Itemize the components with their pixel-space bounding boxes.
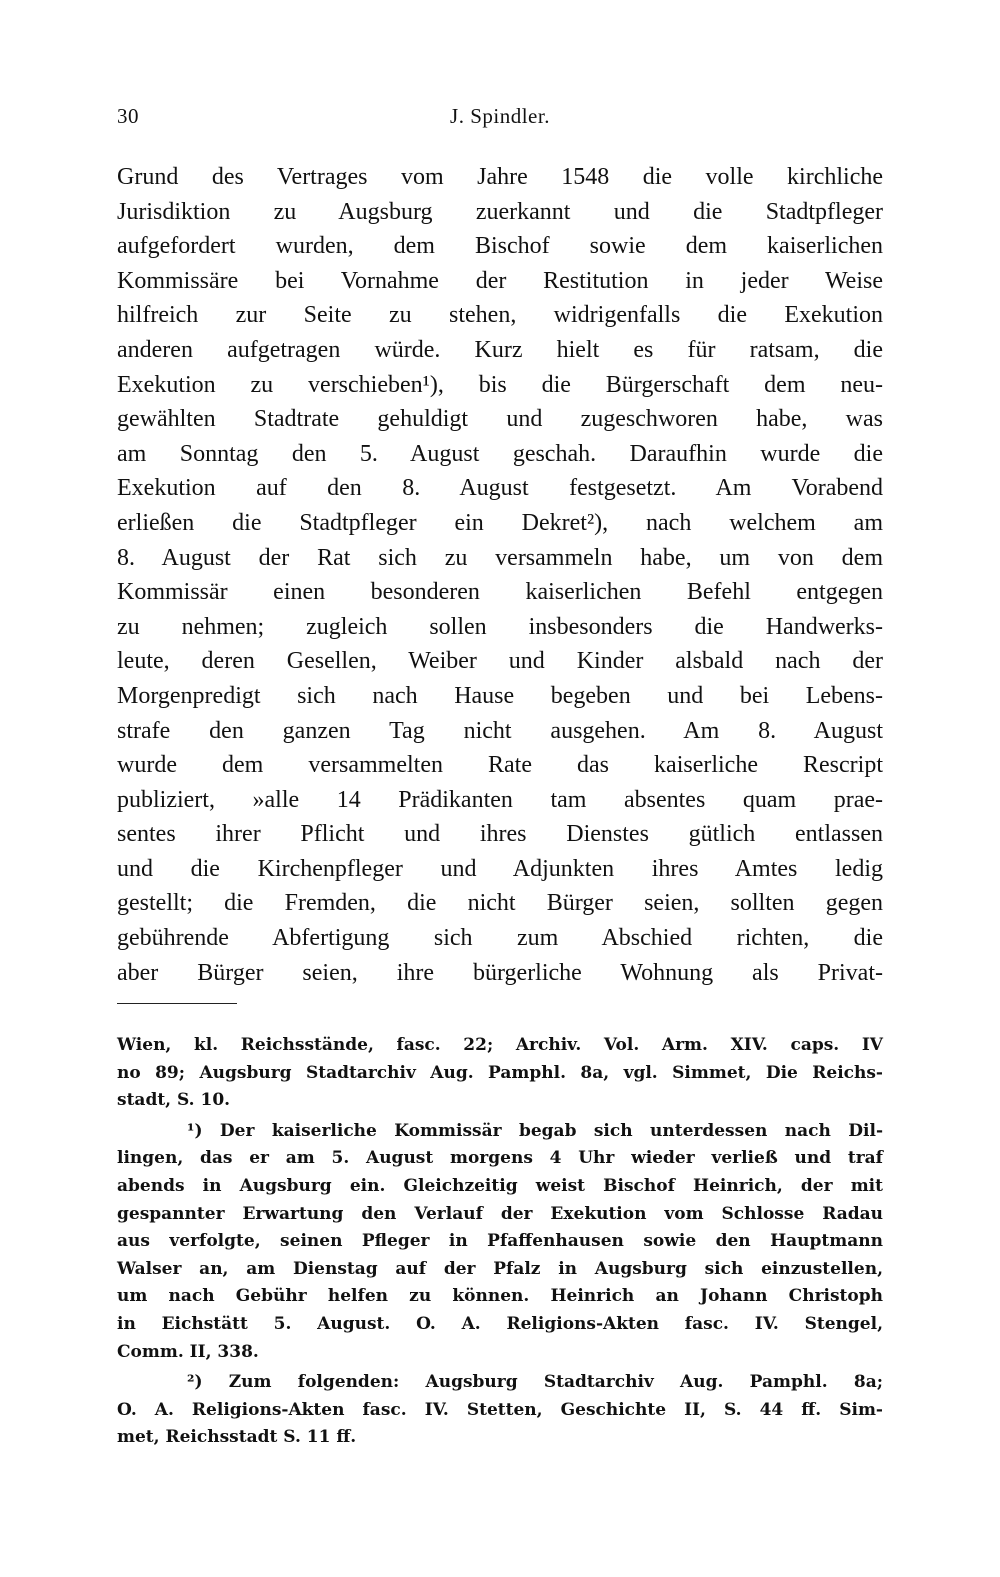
footnote-continuation <box>117 1032 883 1115</box>
footnote-line: ¹) Der kaiserliche Kommissär begab sich unterdessen nach Dil- <box>187 1120 883 1141</box>
footnote-rule <box>117 1003 237 1004</box>
text-line: erließen die Stadtpfleger ein Dekret²), nach welchem am <box>117 509 883 536</box>
footnote-line: stadt, S. 10. <box>117 1090 231 1111</box>
text-line: wurde dem versammelten Rate das kaiserliche Rescript <box>117 752 883 779</box>
footnote-line: ²) Zum folgenden: Augsburg Stadtarchiv Aug. Pamphl. 8a; <box>187 1372 883 1393</box>
text-line: gewählten Stadtrate gehuldigt und zugeschworen habe, was <box>117 406 883 433</box>
footnote-line: gespannter Erwartung den Verlauf der Exekution vom Schlosse Radau <box>117 1203 883 1224</box>
footnote-line: Wien, kl. Reichsstände, fasc. 22; Archiv. Vol. Arm. XIV. caps. IV <box>117 1035 883 1055</box>
text-line: Exekution zu verschieben¹), bis die Bürgerschaft dem neu- <box>117 371 883 398</box>
text-line: aber Bürger seien, ihre bürgerliche Wohnung als Privat- <box>117 959 883 986</box>
text-line: und die Kirchenpfleger und Adjunkten ihres Amtes ledig <box>117 855 883 882</box>
text-line: strafe den ganzen Tag nicht ausgehen. Am 8. August <box>117 717 883 744</box>
text-line: publiziert, »alle 14 Prädikanten tam absentes quam prae- <box>117 786 883 813</box>
footnote-line: lingen, das er am 5. August morgens 4 Uhr wieder verließ und traf <box>117 1148 883 1169</box>
footnote-line: Walser an, am Dienstag auf der Pfalz in Augsburg sich einzustellen, <box>117 1258 883 1279</box>
footnote-line: aus verfolgte, seinen Pfleger in Pfaffenhausen sowie den Hauptmann <box>117 1231 883 1252</box>
text-line: 8. August der Rat sich zu versammeln habe, um von dem <box>117 544 883 571</box>
footnote-2 <box>117 1369 883 1452</box>
text-line: gebührende Abfertigung sich zum Abschied richten, die <box>117 925 883 952</box>
footnotes <box>117 1032 883 1452</box>
footnote-line: abends in Augsburg ein. Gleichzeitig weist Bischof Heinrich, der mit <box>117 1175 883 1196</box>
page-number: 30 <box>117 104 139 128</box>
footnote-line: no 89; Augsburg Stadtarchiv Aug. Pamphl. 8a, vgl. Simmet, Die Reichs- <box>117 1062 883 1083</box>
running-head: J. Spindler. <box>450 104 550 128</box>
text-line: leute, deren Gesellen, Weiber und Kinder alsbald nach der <box>117 648 883 675</box>
text-line: sentes ihrer Pflicht und ihres Dienstes gütlich entlassen <box>117 821 883 848</box>
footnote-1 <box>117 1118 883 1366</box>
footnote-line: met, Reichsstadt S. 11 ff. <box>117 1427 357 1448</box>
text-line: aufgefordert wurden, dem Bischof sowie dem kaiserlichen <box>117 233 883 260</box>
text-line: Grund des Vertrages vom Jahre 1548 die volle kirchliche <box>117 164 883 190</box>
footnote-line: um nach Gebühr helfen zu können. Heinrich an Johann Christoph <box>117 1286 883 1307</box>
page-header <box>117 104 883 136</box>
text-line: Kommissäre bei Vornahme der Restitution in jeder Weise <box>117 267 883 294</box>
text-line: anderen aufgetragen würde. Kurz hielt es für ratsam, die <box>117 336 883 363</box>
footnote-line: in Eichstätt 5. August. O. A. Religions-Akten fasc. IV. Stengel, <box>117 1313 883 1334</box>
text-line: hilfreich zur Seite zu stehen, widrigenfalls die Exekution <box>117 302 883 329</box>
text-line: am Sonntag den 5. August geschah. Daraufhin wurde die <box>117 440 883 467</box>
text-line: Morgenpredigt sich nach Hause begeben und bei Lebens- <box>117 682 883 709</box>
main-text <box>117 160 883 990</box>
text-line: Jurisdiktion zu Augsburg zuerkannt und die Stadtpfleger <box>117 198 883 225</box>
footnote-line: Comm. II, 338. <box>117 1341 259 1362</box>
text-line: Exekution auf den 8. August festgesetzt. Am Vorabend <box>117 475 883 502</box>
text-line: zu nehmen; zugleich sollen insbesonders die Handwerks- <box>117 613 883 640</box>
text-line: Kommissär einen besonderen kaiserlichen Befehl entgegen <box>117 579 883 606</box>
footnote-line: O. A. Religions-Akten fasc. IV. Stetten, Geschichte II, S. 44 ff. Sim- <box>117 1399 883 1420</box>
text-line: gestellt; die Fremden, die nicht Bürger seien, sollten gegen <box>117 890 883 917</box>
